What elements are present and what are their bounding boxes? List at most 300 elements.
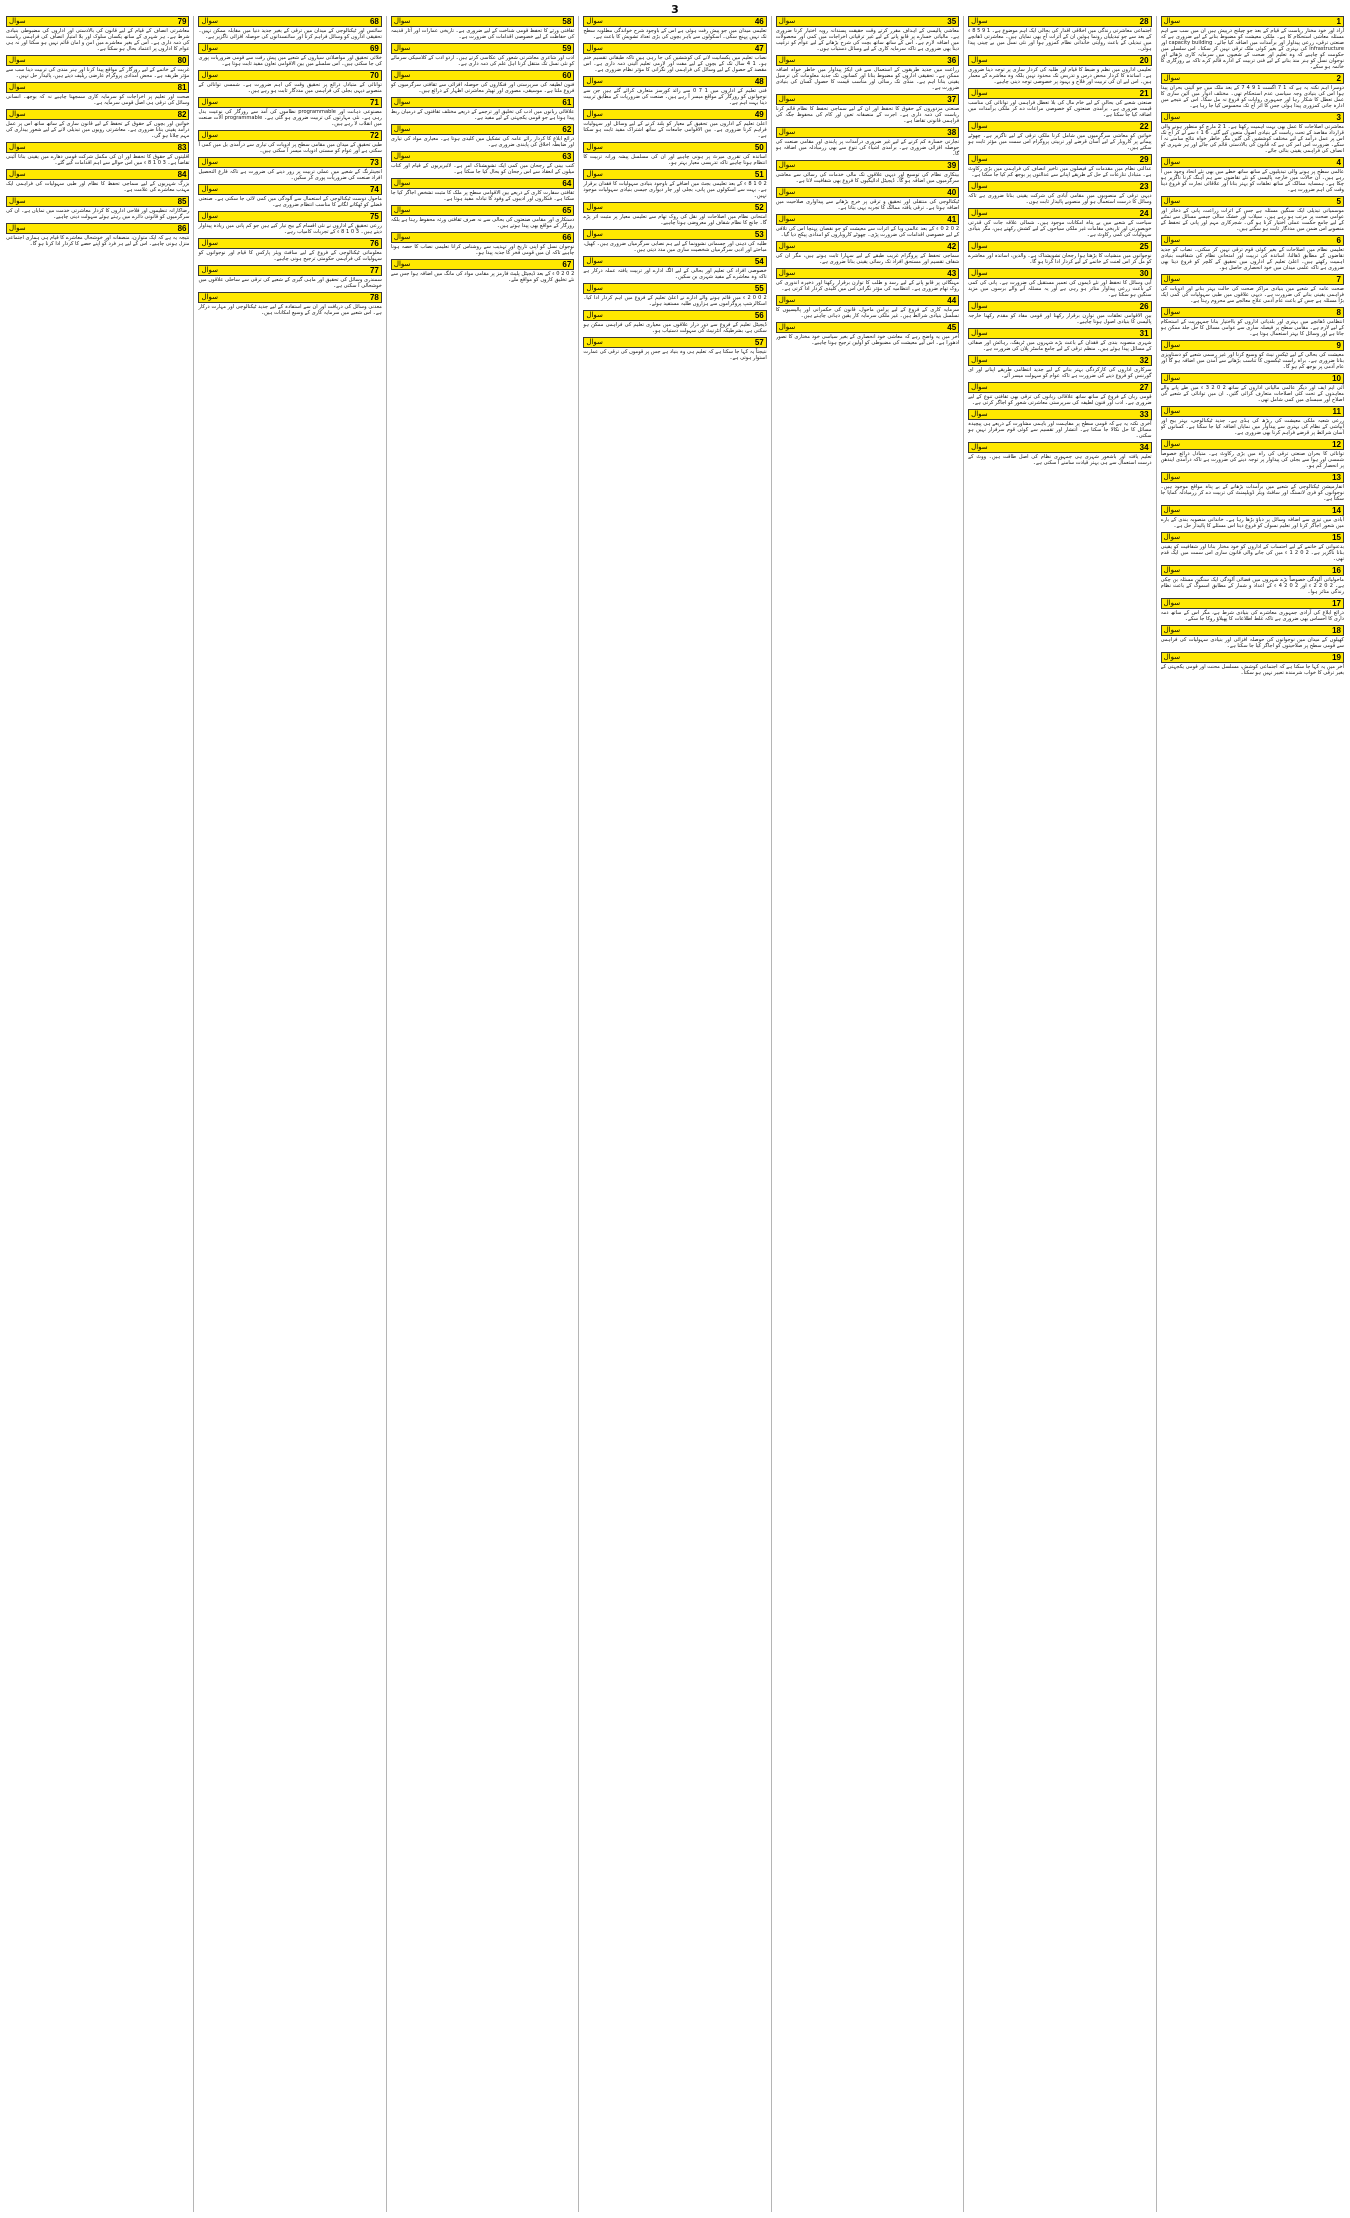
answer-text: ذرائع ابلاغ کی آزادی جمہوری معاشرے کی بنیادی شرط ہے، مگر اس کے ساتھ ذمہ داری کا احساس بھی ضروری ہے تاکہ غلط اطلاعات کا پھیلاؤ روکا جا سکے۔: [1160, 610, 1344, 622]
answer-text: غربت کے خاتمے کے لیے روزگار کے مواقع پیدا کرنا اور ہنر مندی کی تربیت دینا سب سے مؤثر طریقہ ہے۔ محض امدادی پروگرام عارضی ریلیف دیتے ہیں، پائیدار حل نہیں۔: [6, 67, 190, 79]
question-answer-block: [6, 55, 189, 79]
answer-text: تعلیمی میدان میں جو پیش رفت ہوئی ہے اس کے باوجود شرح خواندگی مطلوبہ سطح تک نہیں پہنچ سکی۔ اسکولوں سے باہر بچوں کی بڑی تعداد تشویش کا باعث ہے۔: [583, 28, 767, 40]
question-number: 68: [369, 17, 379, 26]
question-label: سوال: [201, 212, 218, 220]
question-label: سوال: [9, 143, 26, 151]
answer-text: آئی ایم ایف اور دیگر عالمی مالیاتی اداروں کے ساتھ 2 0 2 3 ء میں طے پانے والے معاہدوں کے تحت کئی اصلاحات متعارف کرائی گئیں۔ ان میں توانائی کے شعبے کی اصلاح اور سبسڈی میں کمی شامل تھی۔: [1160, 385, 1344, 403]
question-number: 64: [562, 179, 572, 188]
question-number: 50: [754, 143, 764, 152]
question-label: سوال: [1163, 341, 1181, 349]
question-answer-block: [1161, 505, 1344, 529]
question-number-bar: [6, 82, 189, 93]
question-answer-block: [391, 70, 574, 94]
question-label: سوال: [971, 56, 988, 64]
question-number: 12: [1332, 440, 1341, 449]
question-label: سوال: [1163, 197, 1181, 205]
question-number: 8: [1336, 308, 1341, 317]
question-answer-block: [1161, 565, 1344, 595]
question-answer-block: [391, 16, 574, 40]
question-answer-block: [391, 97, 574, 121]
question-label: سوال: [393, 98, 411, 106]
question-answer-block: [968, 88, 1151, 118]
question-label: سوال: [971, 443, 988, 451]
question-answer-block: [776, 127, 959, 157]
question-number: 34: [1139, 443, 1149, 452]
text-column: [6, 16, 194, 2212]
answer-text: دوسرا اہم نکتہ یہ ہے کہ 1 7 اگست 1 9 4 7 کے بعد ملک میں جو آئینی بحران پیدا ہوا اس کی بنیادی وجہ سیاسی عدم استحکام تھی۔ مختلف ادوار میں آئین سازی کا عمل تعطل کا شکار رہا اور جمہوری روایات کو فروغ نہ مل سکا۔ اس کے نتیجے میں ادارہ جاتی کمزوری پیدا ہوئی جس کا اثر آج تک محسوس کیا جا رہا ہے۔: [1160, 85, 1344, 109]
question-answer-block: [198, 184, 381, 208]
question-label: سوال: [778, 269, 796, 277]
answer-text: نتیجتاً یہ کہا جا سکتا ہے کہ تعلیم ہی وہ بنیاد ہے جس پر قوموں کی ترقی کی عمارت استوار ہوتی ہے۔: [583, 349, 767, 361]
question-label: سوال: [1163, 17, 1181, 25]
question-number: 11: [1332, 407, 1341, 416]
answer-text: اجتماعی معاشرتی زندگی میں اخلاقی اقدار کی بحالی ایک اہم موضوع ہے۔ 1 9 5 8 ء کے بعد سے جو تبدیلیاں رونما ہوئیں ان کے اثرات آج بھی نمایاں ہیں۔ معاشرتی ڈھانچے میں تبدیلی کے باعث روایتی خاندانی نظام کمزور ہوا اور نئی نسل میں بے چینی پیدا ہوئی۔: [968, 28, 1152, 52]
question-label: سوال: [393, 71, 411, 79]
question-label: سوال: [201, 266, 218, 274]
answer-text: طبی تحقیق کے میدان میں مقامی سطح پر ادویات کی تیاری سے درآمدی بل میں کمی آ سکتی ہے اور عوام کو سستی ادویات میسر آ سکتی ہیں۔: [198, 142, 382, 154]
question-number-bar: [583, 169, 766, 180]
question-number-bar: [776, 55, 959, 66]
answer-text: کتب بینی کے رجحان میں کمی ایک تشویشناک امر ہے۔ لائبریریوں کے قیام اور کتاب میلوں کے انعقاد سے اس رجحان کو بحال کیا جا سکتا ہے۔: [390, 163, 575, 175]
question-answer-block: [583, 256, 766, 280]
question-answer-block: [583, 109, 766, 139]
answer-text: کھیلوں کے میدان میں نوجوانوں کی حوصلہ افزائی اور بنیادی سہولیات کی فراہمی سے قومی سطح پر صلاحیتوں کو اجاگر کیا جا سکتا ہے۔: [1160, 637, 1344, 649]
answer-text: نوجوانوں میں منشیات کا بڑھتا ہوا رجحان تشویشناک ہے۔ والدین، اساتذہ اور معاشرے کو مل کر اس لعنت کے خاتمے کے لیے کردار ادا کرنا ہو گا۔: [968, 253, 1152, 265]
answer-text: معیشت کی بحالی کے لیے ٹیکس نیٹ کو وسیع کرنا اور غیر رسمی شعبے کو دستاویزی بنانا ضروری ہے۔ براہ راست ٹیکسوں کا تناسب بڑھانے سے آمدن میں اضافہ ہو گا اور عام آدمی پر بوجھ کم ہو گا۔: [1160, 352, 1344, 370]
question-label: سوال: [393, 152, 411, 160]
question-number-bar: [968, 88, 1151, 99]
question-label: سوال: [971, 89, 988, 97]
question-number-bar: [391, 43, 574, 54]
question-label: سوال: [971, 356, 988, 364]
question-label: سوال: [9, 17, 26, 25]
answer-text: نتیجہ یہ ہے کہ ایک متوازن، منصفانہ اور خوشحال معاشرے کا قیام ہی ہماری اجتماعی منزل ہونی چاہیے۔ اس کے لیے ہر فرد کو اپنے حصے کا کردار ادا کرنا ہو گا۔: [6, 235, 190, 247]
answer-text: 2 0 2 0 ء کے بعد ڈیجیٹل پلیٹ فارمز پر مقامی مواد کی مانگ میں اضافہ ہوا جس سے نئے تخلیق کاروں کو مواقع ملے۔: [390, 271, 575, 283]
question-number-bar: [968, 301, 1151, 312]
question-answer-block: [198, 130, 381, 154]
answer-text: علاقائی زبانوں میں ادب کی تخلیق اور ترجمے کے ذریعے مختلف ثقافتوں کے درمیان ربط پیدا ہوتا ہے جو قومی یکجہتی کے لیے مفید ہے۔: [390, 109, 575, 121]
question-label: سوال: [586, 170, 603, 178]
answer-text: سرمایہ کاری کے فروغ کے لیے پرامن ماحول، قانون کی حکمرانی اور پالیسیوں کا تسلسل بنیادی شرائط ہیں۔ غیر ملکی سرمایہ کار یقین دہانی چاہتے ہیں۔: [775, 307, 960, 319]
question-number: 36: [947, 56, 957, 65]
answer-text: انتظامی ڈھانچے میں بہتری اور بلدیاتی اداروں کو بااختیار بنانا جمہوریت کے استحکام کے لیے لازم ہے۔ مقامی سطح پر فیصلہ سازی سے عوامی مسائل کا حل جلد ممکن ہو جاتا ہے اور وسائل کا بہتر استعمال ہوتا ہے۔: [1160, 319, 1344, 337]
question-label: سوال: [971, 155, 988, 163]
question-label: سوال: [971, 182, 988, 190]
question-number-bar: [6, 109, 189, 120]
text-column: [198, 16, 386, 2212]
question-number: 45: [947, 323, 957, 332]
question-number-bar: [391, 178, 574, 189]
question-answer-block: [583, 76, 766, 106]
question-answer-block: [6, 16, 189, 52]
question-answer-block: [1161, 652, 1344, 676]
question-number-bar: [6, 223, 189, 234]
question-number-bar: [1161, 16, 1344, 27]
question-label: سوال: [1163, 74, 1181, 82]
question-number-bar: [198, 265, 381, 276]
question-number-bar: [776, 295, 959, 306]
question-label: سوال: [1163, 506, 1181, 514]
question-number-bar: [968, 241, 1151, 252]
question-number: 35: [947, 17, 957, 26]
answer-text: بینکاری نظام کی توسیع اور دیہی علاقوں تک مالی خدمات کی رسائی سے معاشی سرگرمیوں میں اضافہ ہو گا۔ ڈیجیٹل ادائیگیوں کا فروغ بھی شفافیت لاتا ہے۔: [775, 172, 960, 184]
question-answer-block: [583, 283, 766, 307]
question-number: 41: [947, 215, 957, 224]
question-label: سوال: [9, 110, 26, 118]
question-number-bar: [1161, 439, 1344, 450]
question-answer-block: [776, 241, 959, 265]
question-label: سوال: [778, 161, 796, 169]
question-number-bar: [1161, 598, 1344, 609]
answer-text: بدعنوانی کے خاتمے کے لیے احتساب کے اداروں کو خود مختار بنانا اور شفافیت کو یقینی بنانا ناگزیر ہے۔ 2 0 2 1 ء میں کی جانے والی قانون سازی اس سمت میں ایک قدم تھی۔: [1160, 544, 1344, 562]
question-number: 81: [177, 83, 187, 92]
answer-text: ثقافتی ورثے کا تحفظ قومی شناخت کے لیے ضروری ہے۔ تاریخی عمارات اور آثار قدیمہ کی حفاظت کے لیے خصوصی اقدامات کی ضرورت ہے۔: [390, 28, 575, 40]
question-answer-block: [1161, 235, 1344, 271]
question-number: 72: [369, 131, 379, 140]
question-number: 21: [1139, 89, 1149, 98]
answer-text: تعلیمی اداروں میں نظم و ضبط کا قیام اور طلبہ کی کردار سازی پر توجہ دینا ضروری ہے۔ اساتذہ کا کردار محض درس و تدریس تک محدود نہیں بلکہ وہ معاشرے کے معمار ہیں۔ اس لیے ان کی تربیت اور فلاح و بہبود پر خصوصی توجہ دینی چاہیے۔: [968, 67, 1152, 85]
question-label: سوال: [971, 329, 988, 337]
question-number-bar: [968, 16, 1151, 27]
question-answer-block: [1161, 373, 1344, 403]
question-number: 53: [754, 230, 764, 239]
question-answer-block: [968, 121, 1151, 151]
answer-text: دستکاری اور مقامی صنعتوں کی بحالی سے نہ صرف ثقافتی ورثہ محفوظ رہتا ہے بلکہ روزگار کے مواقع بھی پیدا ہوتے ہیں۔: [390, 217, 575, 229]
question-label: سوال: [1163, 407, 1181, 415]
question-answer-block: [198, 265, 381, 289]
question-number: 5: [1336, 197, 1341, 206]
question-number: 55: [754, 284, 764, 293]
question-number-bar: [968, 208, 1151, 219]
question-answer-block: [968, 268, 1151, 298]
question-answer-block: [968, 409, 1151, 439]
question-answer-block: [198, 157, 381, 181]
question-answer-block: [6, 196, 189, 220]
question-answer-block: [776, 214, 959, 238]
question-number: 29: [1139, 155, 1149, 164]
question-number-bar: [968, 409, 1151, 420]
question-number-bar: [198, 70, 381, 81]
question-number: 9: [1336, 341, 1341, 350]
question-answer-block: [968, 382, 1151, 406]
question-number-bar: [198, 211, 381, 222]
question-number: 1: [1336, 17, 1341, 26]
question-number: 74: [369, 185, 379, 194]
answer-text: معدنی وسائل کی دریافت اور ان سے استفادہ کے لیے جدید ٹیکنالوجی اور مہارت درکار ہے۔ اس شعبے میں سرمایہ کاری کے وسیع امکانات ہیں۔: [198, 304, 382, 316]
question-number: 84: [177, 170, 187, 179]
answer-text: صحت اور تعلیم پر اخراجات کو سرمایہ کاری سمجھنا چاہیے نہ کہ بوجھ۔ انسانی وسائل کی ترقی ہی اصل قومی سرمایہ ہے۔: [6, 94, 190, 106]
answer-text: آزاد اور خود مختار ریاست کے قیام کے بعد جو چیلنج درپیش ہیں ان میں سب سے اہم مسئلہ معاشی استحکام کا ہے۔ ملکی معیشت کو مضبوط بنانے کے لیے ضروری ہے کہ صنعتی ترقی، زرعی پیداوار اور برآمدات میں اضافہ کیا جائے۔ capacity building اور infrastructure کی بہتری کے بغیر کوئی ملک ترقی نہیں کر سکتا۔ اس سلسلے میں حکومت کو چاہیے کہ وہ تعلیم اور صحت کے شعبوں میں سرمایہ کاری بڑھائے اور نوجوان نسل کو ہنر مند بنانے کے لیے فنی تربیت کے ادارے قائم کرے تاکہ بے روزگاری کا خاتمہ ہو سکے۔: [1160, 28, 1344, 70]
question-number: 69: [369, 44, 379, 53]
answer-text: زرعی تحقیق کے اداروں نے نئی اقسام کے بیج تیار کیے ہیں جو کم پانی میں زیادہ پیداوار دیتے ہیں۔ 3 0 1 8 ء کے تجربات کامیاب رہے۔: [198, 223, 382, 235]
question-number-bar: [776, 187, 959, 198]
answer-text: نوجوان نسل کو اپنی تاریخ اور تہذیب سے روشناس کرانا تعلیمی نصاب کا حصہ ہونا چاہیے تاکہ ان میں قومی فخر کا جذبہ پیدا ہو۔: [390, 244, 575, 256]
question-number: 44: [947, 296, 957, 305]
question-number: 4: [1336, 158, 1341, 167]
question-label: سوال: [393, 179, 411, 187]
question-number: 62: [562, 125, 572, 134]
answer-text: زرعی شعبہ ملکی معیشت کی ریڑھ کی ہڈی ہے۔ جدید ٹیکنالوجی، بہتر بیج اور آبپاشی کے نظام کی بہتری سے پیداوار میں نمایاں اضافہ کیا جا سکتا ہے۔ کسانوں کو آسان شرائط پر قرضے فراہم کرنا بھی ضروری ہے۔: [1160, 418, 1344, 436]
question-answer-block: [391, 178, 574, 202]
question-label: سوال: [586, 230, 603, 238]
question-label: سوال: [1163, 653, 1181, 661]
question-label: سوال: [1163, 236, 1181, 244]
question-label: سوال: [1163, 599, 1181, 607]
answer-text: بزرگ شہریوں کے لیے سماجی تحفظ کا نظام اور طبی سہولیات کی فراہمی ایک مہذب معاشرے کی علامت ہے۔: [6, 181, 190, 193]
answer-text: ذرائع ابلاغ کا کردار رائے عامہ کی تشکیل میں کلیدی ہوتا ہے۔ معیاری مواد کی تیاری اور ضابطہ اخلاق کی پابندی ضروری ہے۔: [390, 136, 575, 148]
question-label: سوال: [393, 260, 411, 268]
question-number-bar: [583, 202, 766, 213]
question-number-bar: [1161, 472, 1344, 483]
question-number: 2: [1336, 74, 1341, 83]
question-number-bar: [583, 256, 766, 267]
question-label: سوال: [971, 302, 988, 310]
question-number: 73: [369, 158, 379, 167]
question-answer-block: [968, 55, 1151, 85]
answer-text: معلوماتی ٹیکنالوجی کے فروغ کے لیے سافٹ ویئر پارکس کا قیام اور نوجوانوں کو سہولیات کی فراہمی حکومتی ترجیح ہونی چاہیے۔: [198, 250, 382, 262]
question-number: 17: [1332, 599, 1341, 608]
question-number-bar: [198, 130, 381, 141]
question-label: سوال: [778, 128, 796, 136]
answer-text: خواتین اور بچوں کے حقوق کے تحفظ کے لیے قانون سازی کے ساتھ ساتھ اس پر عمل درآمد یقینی بنانا ضروری ہے۔ معاشرتی رویوں میں تبدیلی لانے کے لیے شعور بیداری کی مہم چلانا ہو گی۔: [6, 121, 190, 139]
question-answer-block: [1161, 598, 1344, 622]
question-number-bar: [391, 70, 574, 81]
answer-text: طلبہ کی ذہنی اور جسمانی نشوونما کے لیے ہم نصابی سرگرمیاں ضروری ہیں۔ کھیل، مباحثے اور ادبی سرگرمیاں شخصیت سازی میں مدد دیتی ہیں۔: [583, 241, 767, 253]
answer-text: مصنوعی ذہانت اور programmable نظاموں کی آمد سے روزگار کی نوعیت بدل رہی ہے۔ نئی مہارتوں کی تربیت ضروری ہو گئی ہے۔ programmable آلات صنعت میں انقلاب لا رہے ہیں۔: [198, 109, 382, 127]
question-number-bar: [198, 16, 381, 27]
question-answer-block: [6, 109, 189, 139]
question-number-bar: [776, 160, 959, 171]
question-number: 78: [369, 293, 379, 302]
question-number: 67: [562, 260, 572, 269]
answer-text: ڈیجیٹل تعلیم کے فروغ سے دور دراز علاقوں میں معیاری تعلیم کی فراہمی ممکن ہو سکتی ہے، بشرطیکہ انٹرنیٹ کی سہولت دستیاب ہو۔: [583, 322, 767, 334]
question-number: 43: [947, 269, 957, 278]
column-container: [6, 16, 1344, 2212]
answer-text: خلائی تحقیق اور مواصلاتی سیاروں کے شعبے میں پیش رفت سے قومی ضروریات پوری کی جا سکتی ہیں۔ اس سلسلے میں بین الاقوامی تعاون مفید ثابت ہوتا ہے۔: [198, 55, 382, 67]
question-answer-block: [583, 229, 766, 253]
question-answer-block: [391, 151, 574, 175]
question-number-bar: [583, 229, 766, 240]
question-answer-block: [1161, 439, 1344, 469]
question-number-bar: [1161, 235, 1344, 246]
question-number-bar: [1161, 307, 1344, 318]
question-number: 51: [754, 170, 764, 179]
answer-text: قومی زبان کے فروغ کے ساتھ ساتھ علاقائی زبانوں کی ترقی بھی ثقافتی تنوع کے لیے ضروری ہے۔ ادب اور فنون لطیفہ کی سرپرستی معاشرتی شعور کو اجاگر کرتی ہے۔: [968, 394, 1152, 406]
answer-text: ثقافتی سفارت کاری کے ذریعے بین الاقوامی سطح پر ملک کا مثبت تشخص اجاگر کیا جا سکتا ہے۔ فنکاروں اور ادیبوں کے وفود کا تبادلہ مفید ہوتا ہے۔: [390, 190, 575, 202]
question-number: 86: [177, 224, 187, 233]
question-number: 22: [1139, 122, 1149, 131]
question-label: سوال: [778, 188, 796, 196]
answer-text: اساتذہ کی تقرری میرٹ پر ہونی چاہیے اور ان کی مسلسل پیشہ ورانہ تربیت کا انتظام ہونا چاہیے تاکہ تدریسی معیار بہتر ہو۔: [583, 154, 767, 166]
question-label: سوال: [778, 56, 796, 64]
question-label: سوال: [201, 158, 218, 166]
question-answer-block: [198, 292, 381, 316]
answer-text: معاشرتی اصلاحات کا عمل بھی بہت اہمیت رکھتا ہے۔ 1 2 مارچ کو منظور ہونے والی قرارداد مقاصد کے تحت ریاست کے بنیادی اصول متعین کیے گئے۔ 6 1 ء سے لے کر آج تک اس پر عمل درآمد کے لیے مختلف کوششیں کی گئیں مگر خاطر خواہ نتائج سامنے نہ آ سکے۔ ضرورت اس امر کی ہے کہ قانون کی بالادستی قائم کی جائے اور ہر شہری کو انصاف کی فراہمی یقینی بنائی جائے۔: [1160, 124, 1344, 154]
question-number-bar: [968, 55, 1151, 66]
question-label: سوال: [9, 224, 26, 232]
question-number-bar: [6, 16, 189, 27]
question-label: سوال: [201, 98, 218, 106]
answer-text: خصوصی افراد کی تعلیم اور بحالی کے لیے الگ ادارے اور تربیت یافتہ عملہ درکار ہے تاکہ وہ معاشرے کے مفید شہری بن سکیں۔: [583, 268, 767, 280]
answer-text: رضاکارانہ تنظیموں اور فلاحی اداروں کا کردار معاشرتی خدمت میں نمایاں ہے۔ ان کی سرگرمیوں کو قانونی دائرے میں رہتے ہوئے سہولت دینی چاہیے۔: [6, 208, 190, 220]
question-number-bar: [1161, 532, 1344, 543]
answer-text: معاشی پالیسی کے اہداف مقرر کرتے وقت حقیقت پسندانہ رویہ اختیار کرنا ضروری ہے۔ مالیاتی خسارے پر قابو پانے کے لیے غیر ترقیاتی اخراجات میں کمی اور محصولات میں اضافہ لازم ہے۔ اس کے ساتھ ساتھ بچت کی شرح بڑھانے کے لیے عوام کو ترغیب دینا بھی ضروری ہے تاکہ سرمایہ کاری کے لیے وسائل دستیاب ہوں۔: [775, 28, 960, 52]
answer-text: آبادی میں تیزی سے اضافہ وسائل پر دباؤ بڑھا رہا ہے۔ خاندانی منصوبہ بندی کے بارے میں شعور اجاگر کرنا اور تعلیم نسواں کو فروغ دینا اس مسئلے کا پائیدار حل ہے۔: [1160, 517, 1344, 529]
question-label: سوال: [9, 197, 26, 205]
question-number-bar: [968, 154, 1151, 165]
question-number: 48: [754, 77, 764, 86]
answer-text: آخر میں یہ کہا جا سکتا ہے کہ اجتماعی کوشش، مسلسل محنت اور قومی یکجہتی کے بغیر ترقی کا خواب شرمندہ تعبیر نہیں ہو سکتا۔: [1160, 664, 1344, 676]
question-answer-block: [1161, 16, 1344, 70]
question-label: سوال: [778, 95, 796, 103]
question-answer-block: [198, 70, 381, 94]
question-answer-block: [968, 241, 1151, 265]
question-number-bar: [776, 94, 959, 105]
question-answer-block: [198, 97, 381, 127]
question-number: 3: [1336, 113, 1341, 122]
question-answer-block: [1161, 157, 1344, 193]
question-number: 46: [754, 17, 764, 26]
question-label: سوال: [586, 311, 603, 319]
question-number-bar: [1161, 625, 1344, 636]
question-answer-block: [1161, 625, 1344, 649]
question-number: 77: [369, 266, 379, 275]
answer-text: سائنس اور ٹیکنالوجی کے میدان میں ترقی کے بغیر جدید دنیا میں مقابلہ ممکن نہیں۔ تحقیقی اداروں کو وسائل فراہم کرنا اور سائنسدانوں کی حوصلہ افزائی ناگزیر ہے۔: [198, 28, 382, 40]
answer-text: آخر میں یہ واضح رہے کہ معاشی خود انحصاری کے بغیر سیاسی خود مختاری کا تصور ادھورا ہے۔ اس لیے معیشت کی مضبوطی کو اولین ترجیح ہونا چاہیے۔: [775, 334, 960, 346]
answer-text: تعلیمی نظام میں اصلاحات کے بغیر کوئی قوم ترقی نہیں کر سکتی۔ نصاب کو جدید تقاضوں کے مطابق ڈھالنا، اساتذہ کی تربیت اور امتحانی نظام کی شفافیت بنیادی اہمیت رکھتے ہیں۔ اعلیٰ تعلیم کے اداروں میں تحقیق کے کلچر کو فروغ دینا بھی ضروری ہے تاکہ علمی میدان میں خود انحصاری حاصل ہو۔: [1160, 247, 1344, 271]
question-answer-block: [583, 202, 766, 226]
question-label: سوال: [1163, 308, 1181, 316]
answer-text: انجینئرنگ کے شعبے میں عملی تربیت پر زور دینے کی ضرورت ہے تاکہ فارغ التحصیل افراد صنعت کی ضروریات پوری کر سکیں۔: [198, 169, 382, 181]
question-number: 57: [754, 338, 764, 347]
question-number-bar: [583, 16, 766, 27]
answer-text: صنعتی مزدوروں کے حقوق کا تحفظ اور ان کے لیے سماجی تحفظ کا نظام قائم کرنا ریاست کی ذمہ داری ہے۔ اجرت کے منصفانہ تعین اور کام کی محفوظ جگہ کی فراہمی قانونی تقاضا ہے۔: [775, 106, 960, 124]
question-number-bar: [1161, 505, 1344, 516]
answer-text: بین الاقوامی تعلقات میں توازن برقرار رکھنا اور قومی مفاد کو مقدم رکھنا خارجہ پالیسی کا بنیادی اصول ہونا چاہیے۔: [968, 313, 1152, 325]
question-number: 6: [1336, 236, 1341, 245]
answer-text: اعلیٰ تعلیم کے اداروں میں تحقیق کے معیار کو بلند کرنے کے لیے وسائل اور سہولیات فراہم کرنا ضروری ہے۔ بین الاقوامی جامعات کے ساتھ اشتراک مفید ثابت ہو سکتا ہے۔: [583, 121, 767, 139]
question-answer-block: [6, 82, 189, 106]
answer-text: عدالتی نظام میں مقدمات کے فیصلوں میں تاخیر انصاف کی فراہمی میں بڑی رکاوٹ ہے۔ متبادل تنازعات کے حل کے طریقے اپنانے سے عدالتوں پر بوجھ کم کیا جا سکتا ہے۔: [968, 166, 1152, 178]
question-number: 27: [1139, 383, 1149, 392]
question-answer-block: [391, 232, 574, 256]
question-number: 24: [1139, 209, 1149, 218]
question-number: 76: [369, 239, 379, 248]
question-number: 23: [1139, 182, 1149, 191]
question-number-bar: [968, 355, 1151, 366]
question-label: سوال: [9, 56, 26, 64]
page-number: 3: [671, 3, 679, 16]
question-number: 82: [177, 110, 187, 119]
question-label: سوال: [586, 338, 603, 346]
question-number-bar: [1161, 112, 1344, 123]
question-answer-block: [391, 205, 574, 229]
answer-text: سرکاری اداروں کی کارکردگی بہتر بنانے کے لیے جدید انتظامی طریقے اپنانے اور ای گورننس کو فروغ دینے کی ضرورت ہے تاکہ عوام کو سہولت میسر آئے۔: [968, 367, 1152, 379]
question-number-bar: [776, 16, 959, 27]
question-number-bar: [198, 184, 381, 195]
question-answer-block: [1161, 340, 1344, 370]
question-answer-block: [1161, 112, 1344, 154]
question-label: سوال: [1163, 113, 1181, 121]
question-number-bar: [391, 151, 574, 162]
answer-text: سمندری وسائل کی تحقیق اور ماہی گیری کے شعبے کی ترقی سے ساحلی علاقوں میں خوشحالی آ سکتی ہے۔: [198, 277, 382, 289]
answer-text: 2 0 2 0 ء کے بعد عالمی وبا کے اثرات سے معیشت کو جو نقصان پہنچا اس کی تلافی کے لیے خصوصی اقدامات کی ضرورت پڑی۔ چھوٹے کاروباروں کو امدادی پیکج دیا گیا۔: [775, 226, 960, 238]
answer-text: فنون لطیفہ کی سرپرستی اور فنکاروں کی حوصلہ افزائی سے ثقافتی سرگرمیوں کو فروغ ملتا ہے۔ موسیقی، مصوری اور تھیٹر معاشرتی اظہار کے ذرائع ہیں۔: [390, 82, 575, 94]
question-number: 37: [947, 95, 957, 104]
question-number: 59: [562, 44, 572, 53]
question-number-bar: [583, 109, 766, 120]
question-number: 33: [1139, 410, 1149, 419]
text-column: [583, 16, 771, 2212]
question-number: 65: [562, 206, 572, 215]
question-number-bar: [1161, 274, 1344, 285]
question-number: 47: [754, 44, 764, 53]
question-label: سوال: [393, 125, 411, 133]
question-number-bar: [776, 214, 959, 225]
question-number: 40: [947, 188, 957, 197]
question-label: سوال: [971, 17, 988, 25]
question-number-bar: [1161, 406, 1344, 417]
answer-text: شہری منصوبہ بندی کے فقدان کے باعث بڑے شہروں میں ٹریفک، رہائش اور صفائی کے مسائل پیدا ہوئے ہیں۔ منظم ترقی کے لیے جامع ماسٹر پلان کی ضرورت ہے۔: [968, 340, 1152, 352]
question-answer-block: [968, 442, 1151, 466]
question-answer-block: [1161, 73, 1344, 109]
question-number-bar: [583, 142, 766, 153]
question-label: سوال: [9, 83, 26, 91]
question-number: 56: [754, 311, 764, 320]
answer-text: 2 0 0 2 ء میں قائم ہونے والے ادارے نے اعلیٰ تعلیم کے فروغ میں اہم کردار ادا کیا۔ اسکالرشپ پروگراموں سے ہزاروں طلبہ مستفید ہوئے۔: [583, 295, 767, 307]
question-label: سوال: [1163, 566, 1181, 574]
question-number-bar: [968, 121, 1151, 132]
answer-text: زراعت میں جدید طریقوں کے استعمال سے فی ایکڑ پیداوار میں خاطر خواہ اضافہ ممکن ہے۔ تحقیقی اداروں کو مضبوط بنانا اور کسانوں تک جدید معلومات کی ترسیل یقینی بنانا اہم ہے۔ منڈی تک رسائی اور مناسب قیمت کا حصول کسان کی بنیادی ضرورت ہے۔: [775, 67, 960, 91]
question-label: سوال: [778, 242, 796, 250]
question-number: 32: [1139, 356, 1149, 365]
text-column: [391, 16, 579, 2212]
question-number-bar: [1161, 157, 1344, 168]
question-label: سوال: [586, 284, 603, 292]
question-answer-block: [583, 142, 766, 166]
question-number: 42: [947, 242, 957, 251]
question-answer-block: [583, 16, 766, 40]
question-number: 39: [947, 161, 957, 170]
question-number: 54: [754, 257, 764, 266]
question-number-bar: [776, 268, 959, 279]
question-answer-block: [968, 208, 1151, 238]
question-number: 16: [1332, 566, 1341, 575]
question-number-bar: [198, 97, 381, 108]
question-label: سوال: [201, 293, 218, 301]
question-answer-block: [1161, 532, 1344, 562]
question-label: سوال: [201, 239, 218, 247]
question-answer-block: [968, 16, 1151, 52]
question-number-bar: [391, 16, 574, 27]
question-answer-block: [198, 16, 381, 40]
question-answer-block: [391, 124, 574, 148]
question-number-bar: [583, 310, 766, 321]
question-label: سوال: [1163, 533, 1181, 541]
question-number: 31: [1139, 329, 1149, 338]
question-label: سوال: [1163, 473, 1181, 481]
question-answer-block: [1161, 196, 1344, 232]
question-label: سوال: [778, 296, 796, 304]
question-answer-block: [968, 301, 1151, 325]
question-answer-block: [776, 322, 959, 346]
question-answer-block: [6, 142, 189, 166]
question-answer-block: [198, 43, 381, 67]
question-number: 85: [177, 197, 187, 206]
question-answer-block: [776, 55, 959, 91]
answer-text: ٹیکنالوجی کی منتقلی اور تحقیق و ترقی پر خرچ بڑھانے سے پیداواری صلاحیت میں اضافہ ہوتا ہے۔ ترقی یافتہ ممالک کا تجربہ یہی بتاتا ہے۔: [775, 199, 960, 211]
question-number-bar: [6, 142, 189, 153]
